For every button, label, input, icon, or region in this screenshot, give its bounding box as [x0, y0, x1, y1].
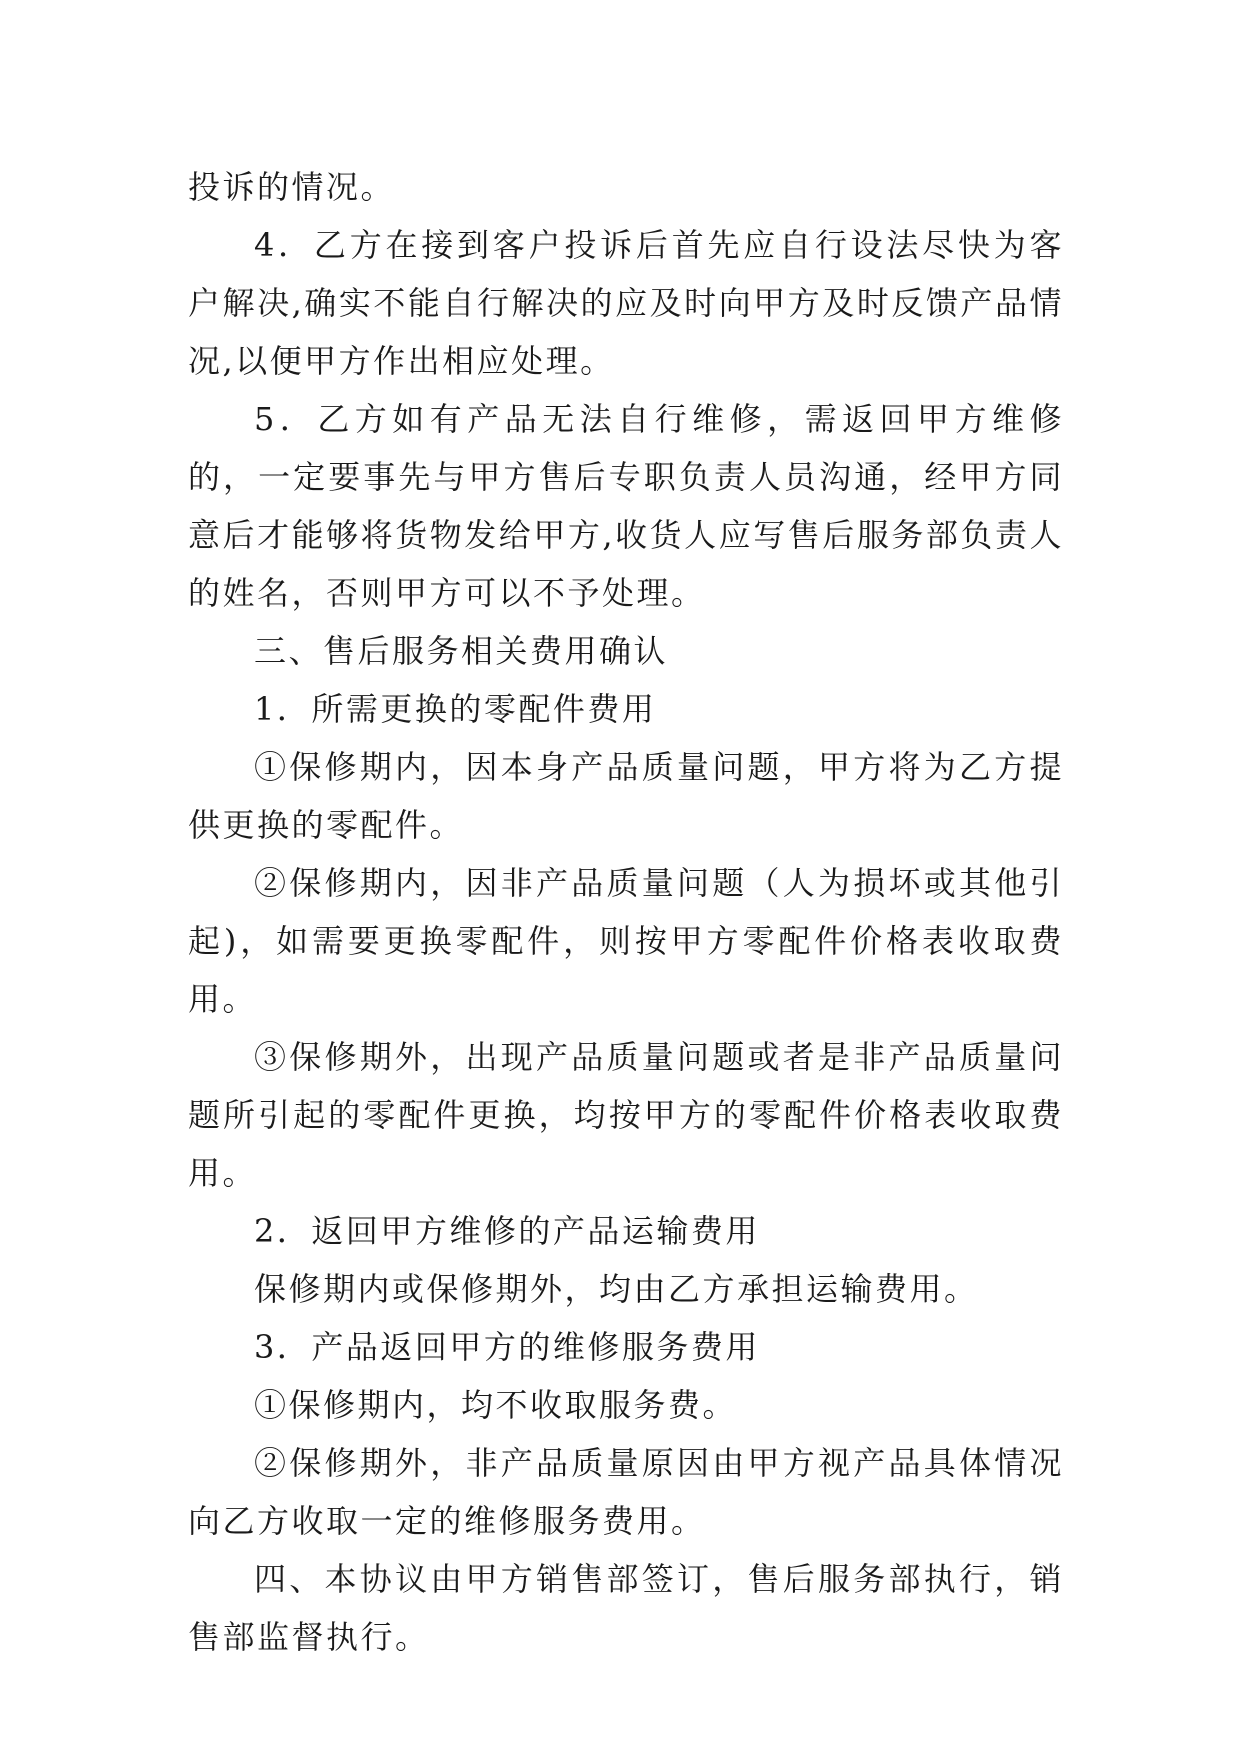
paragraph-complaint-end: 投诉的情况。	[188, 168, 396, 206]
paragraph-parts-1: ①保修期内，因本身产品质量问题，甲方将为乙方提供更换的零配件。	[188, 748, 1064, 844]
paragraph-shipping: 保修期内或保修期外，均由乙方承担运输费用。	[254, 1270, 979, 1308]
paragraph-item-4: 4．乙方在接到客户投诉后首先应自行设法尽快为客户解决,确实不能自行解决的应及时向甲方及时反馈产品情况,以便甲方作出相应处理。	[188, 226, 1064, 380]
paragraph-parts-2: ②保修期内，因非产品质量问题（人为损坏或其他引起)，如需要更换零配件，则按甲方零配件价格表收取费用。	[188, 864, 1064, 1018]
subheading-service-fees: 3．产品返回甲方的维修服务费用	[254, 1328, 760, 1366]
section-heading-fees: 三、售后服务相关费用确认	[254, 632, 669, 670]
paragraph-parts-3: ③保修期外，出现产品质量问题或者是非产品质量问题所引起的零配件更换，均按甲方的零配件价格表收取费用。	[188, 1038, 1064, 1192]
paragraph-item-5: 5．乙方如有产品无法自行维修，需返回甲方维修的，一定要事先与甲方售后专职负责人员沟通，经甲方同意后才能够将货物发给甲方,收货人应写售后服务部负责人的姓名，否则甲方可以不予处理。	[188, 400, 1064, 612]
subheading-parts-fees: 1．所需更换的零配件费用	[254, 690, 657, 728]
paragraph-service-2: ②保修期外，非产品质量原因由甲方视产品具体情况向乙方收取一定的维修服务费用。	[188, 1444, 1064, 1540]
section-heading-execution: 四、本协议由甲方销售部签订，售后服务部执行，销售部监督执行。	[188, 1560, 1064, 1656]
subheading-shipping-fees: 2．返回甲方维修的产品运输费用	[254, 1212, 760, 1250]
paragraph-service-1: ①保修期内，均不收取服务费。	[254, 1386, 738, 1424]
document-body	[188, 158, 1064, 1666]
